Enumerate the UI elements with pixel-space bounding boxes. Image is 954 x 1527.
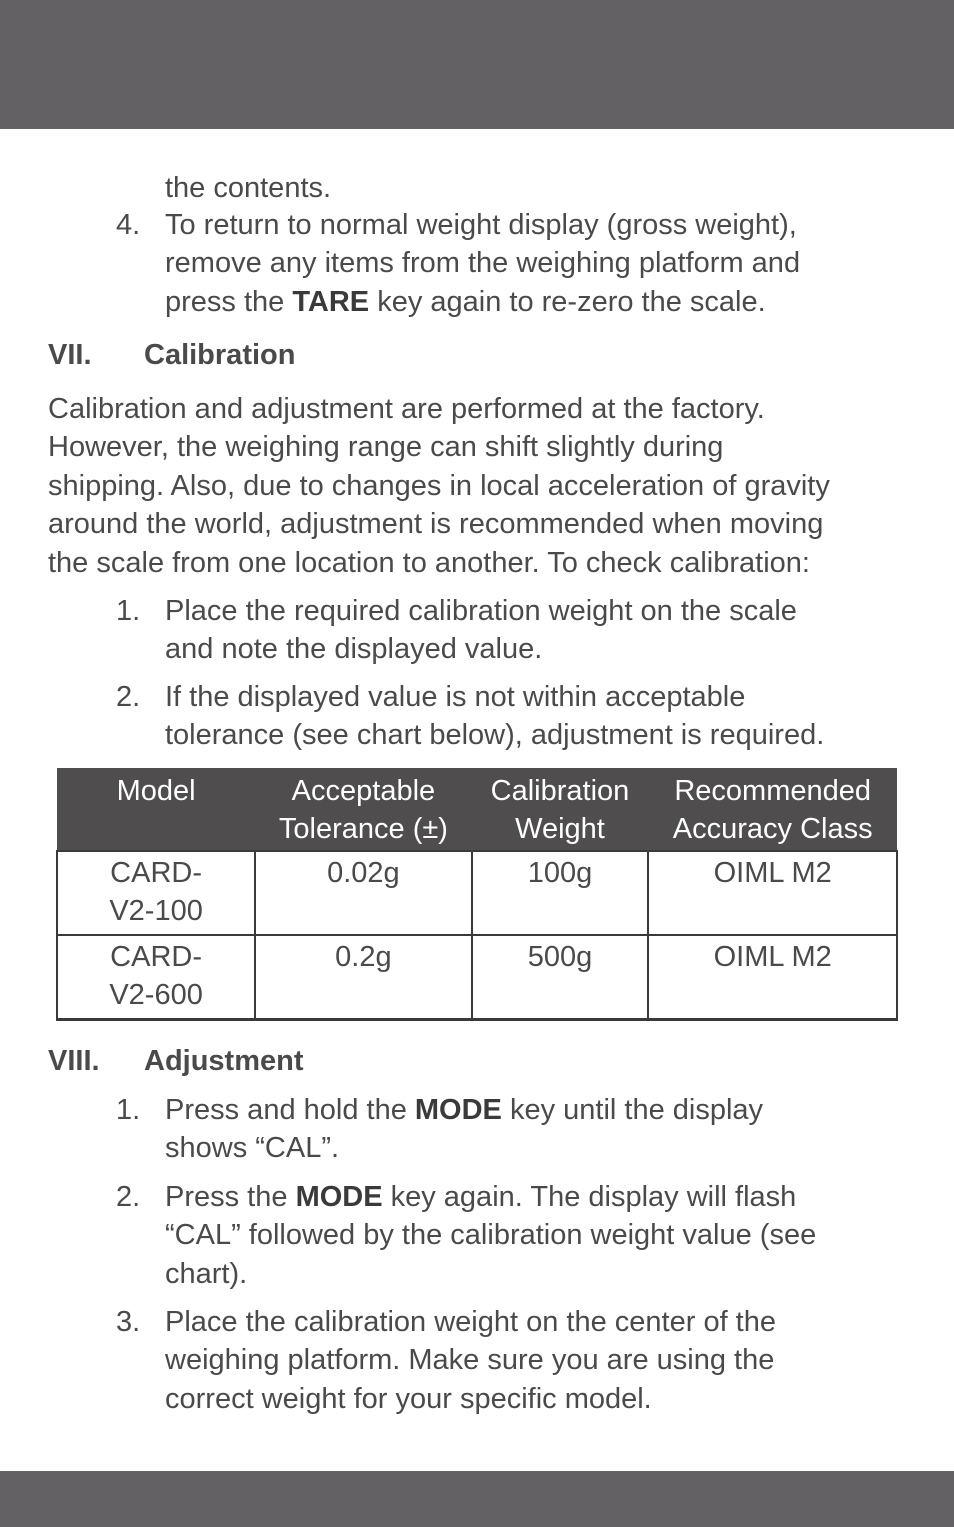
step-line	[165, 1178, 816, 1216]
list-number: 1.	[116, 595, 141, 627]
step-line: shows “CAL”.	[165, 1132, 340, 1165]
list-number: 2.	[116, 681, 141, 713]
step-line: correct weight for your specific model.	[165, 1382, 652, 1415]
paragraph-line: Calibration and adjustment are performed at the factory.	[48, 393, 765, 425]
step-line: weighing platform. Make sure you are using the	[165, 1344, 775, 1377]
header-tolerance: Acceptable Tolerance (±)	[255, 768, 471, 851]
step-4-line-2: remove any items from the weighing platform and	[165, 247, 801, 280]
paragraph-line: However, the weighing range can shift slightly during	[48, 431, 724, 464]
cell-model: CARD- V2-100	[57, 851, 255, 935]
step-line: Place the required calibration weight on the scale	[165, 595, 797, 627]
step-line	[165, 1091, 763, 1129]
paragraph-line: the scale from one location to another. To check calibration:	[48, 546, 810, 579]
step-line: tolerance (see chart below), adjustment is required.	[165, 719, 825, 752]
step-text-end: key until the display	[501, 1094, 764, 1126]
cell-model: CARD- V2-600	[57, 935, 255, 1020]
adjustment-step-1	[165, 1091, 763, 1168]
step-4-text-end: key again to re-zero the scale.	[369, 285, 766, 318]
header-bar	[0, 0, 954, 129]
mode-key-label: MODE	[295, 1181, 383, 1213]
table-row	[57, 935, 897, 1020]
paragraph-line: shipping. Also, due to changes in local acceleration of gravity	[48, 469, 830, 502]
list-item-continuation: the contents.	[165, 172, 332, 204]
cell-tolerance: 0.2g	[255, 935, 471, 1020]
adjustment-step-2	[165, 1178, 816, 1293]
calibration-table	[56, 768, 898, 1021]
header-accuracy: Recommended Accuracy Class	[648, 768, 897, 851]
list-number: 2.	[116, 1181, 141, 1213]
calibration-step-2	[165, 678, 824, 755]
step-4-line-3	[165, 283, 800, 321]
step-line: “CAL” followed by the calibration weight value (see	[165, 1219, 817, 1252]
calibration-paragraph	[48, 390, 830, 582]
section-8-title: Adjustment	[144, 1045, 304, 1077]
step-line: Place the calibration weight on the center of the	[165, 1306, 776, 1338]
cell-weight: 100g	[472, 851, 649, 935]
step-4-text: press the	[165, 285, 293, 318]
step-text-end: key again. The display will flash	[382, 1181, 797, 1213]
list-number: 4.	[116, 209, 141, 241]
step-line: If the displayed value is not within acceptable	[165, 681, 746, 713]
calibration-step-1	[165, 592, 797, 669]
cell-accuracy: OIML M2	[648, 851, 897, 935]
section-7-numeral: VII.	[48, 339, 92, 371]
section-7-title: Calibration	[144, 339, 296, 371]
cell-weight: 500g	[472, 935, 649, 1020]
cell-accuracy: OIML M2	[648, 935, 897, 1020]
table-row	[57, 851, 897, 935]
section-8-numeral: VIII.	[48, 1045, 100, 1077]
mode-key-label: MODE	[414, 1094, 502, 1126]
footer-bar	[0, 1471, 954, 1527]
list-item-step-4	[165, 206, 800, 321]
table-header-row	[57, 768, 897, 851]
step-text: Press and hold the	[165, 1094, 415, 1126]
step-line: chart).	[165, 1257, 248, 1290]
adjustment-step-3	[165, 1303, 776, 1418]
header-weight: Calibration Weight	[472, 768, 649, 851]
paragraph-line: around the world, adjustment is recommended when moving	[48, 508, 824, 541]
header-model: Model	[57, 768, 255, 851]
list-number: 1.	[116, 1094, 141, 1126]
step-text: Press the	[165, 1181, 296, 1213]
tare-key-label: TARE	[292, 285, 370, 318]
step-4-line-1: To return to normal weight display (gross weight),	[165, 209, 797, 241]
list-number: 3.	[116, 1306, 141, 1338]
cell-tolerance: 0.02g	[255, 851, 471, 935]
step-line: and note the displayed value.	[165, 633, 543, 666]
